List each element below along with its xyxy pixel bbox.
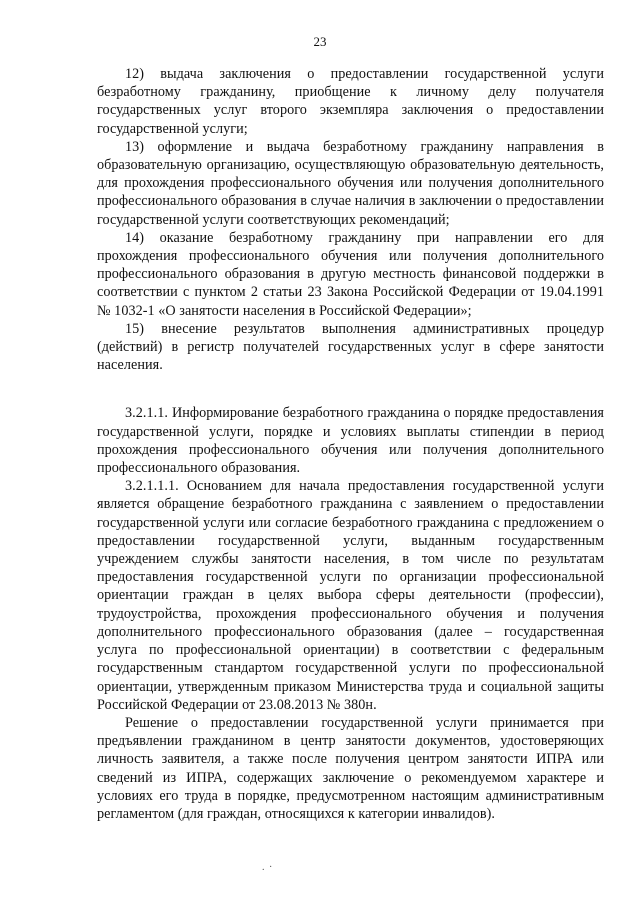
list-item-12: 12) выдача заключения о предоставлении государственной услуги безработному гражданину, приобщение к личному делу получателя государственных услуг второго экземпляра заключения о предоставлении государственной услуги; [97,66,604,137]
scan-artifact-mark: . · [262,862,274,873]
page-number: 23 [313,34,327,49]
list-item-14: 14) оказание безработному гражданину при направлении его для прохождения профессионального обучения или получения дополнительного профессионального образования в другую местность финансовой поддержки в соответствии с пунктом 2 статьи 23 Закона Российской Федерации от 19.04.1991 № 1032-1 «О занятости населения в Российской Федерации»; [97,229,604,319]
decision-paragraph: Решение о предоставлении государственной услуги принимается при предъявлении гражданином в центр занятости документов, удостоверяющих личность заявителя, а также после получения центром занятости ИПРА или сведений из ИПРА, содержащих заключение о рекомендуемом характере и условиях его труда в порядке, предусмотренном настоящим административным регламентом (для граждан, относящихся к категории инвалидов). [97,714,604,822]
section-spacer [97,374,604,404]
document-body [97,65,604,823]
list-item-13: 13) оформление и выдача безработному гражданину направления в образовательную организацию, осуществляющую образовательную деятельность, для прохождения профессионального обучения или получения дополнительного профессионального образования в случае наличия в заключении о предоставлении государственной услуги соответствующих рекомендаций; [97,138,604,228]
section-3-2-1-1: 3.2.1.1. Информирование безработного гражданина о порядке предоставления государственной услуги, порядке и условиях выплаты стипендии в период прохождения профессионального обучения или получения дополнительного профессионального образования. [97,405,604,477]
list-item-15: 15) внесение результатов выполнения административных процедур (действий) в регистр получателей государственных услуг в сфере занятости населения. [97,320,604,374]
section-3-2-1-1-1: 3.2.1.1.1. Основанием для начала предоставления государственной услуги является обращение безработного гражданина с заявлением о предоставлении государственной услуги или согласие безработного гражданина с предложением о предоставлении государственной услуги, выданным государственным учреждением службы занятости населения, в том числе по результатам предоставления государственной услуги по организации профессиональной ориентации граждан в целях выбора сферы деятельности (профессии), трудоустройства, прохождения профессионального обучения и получения дополнительного профессионального образования (далее – государственная услуга по профессиональной ориентации) в соответствии с федеральным государственным стандартом государственной услуги по профессиональной ориентации, утвержденным приказом Министерства труда и социальной защиты Российской Федерации от 23.08.2013 № 380н. [97,478,604,713]
